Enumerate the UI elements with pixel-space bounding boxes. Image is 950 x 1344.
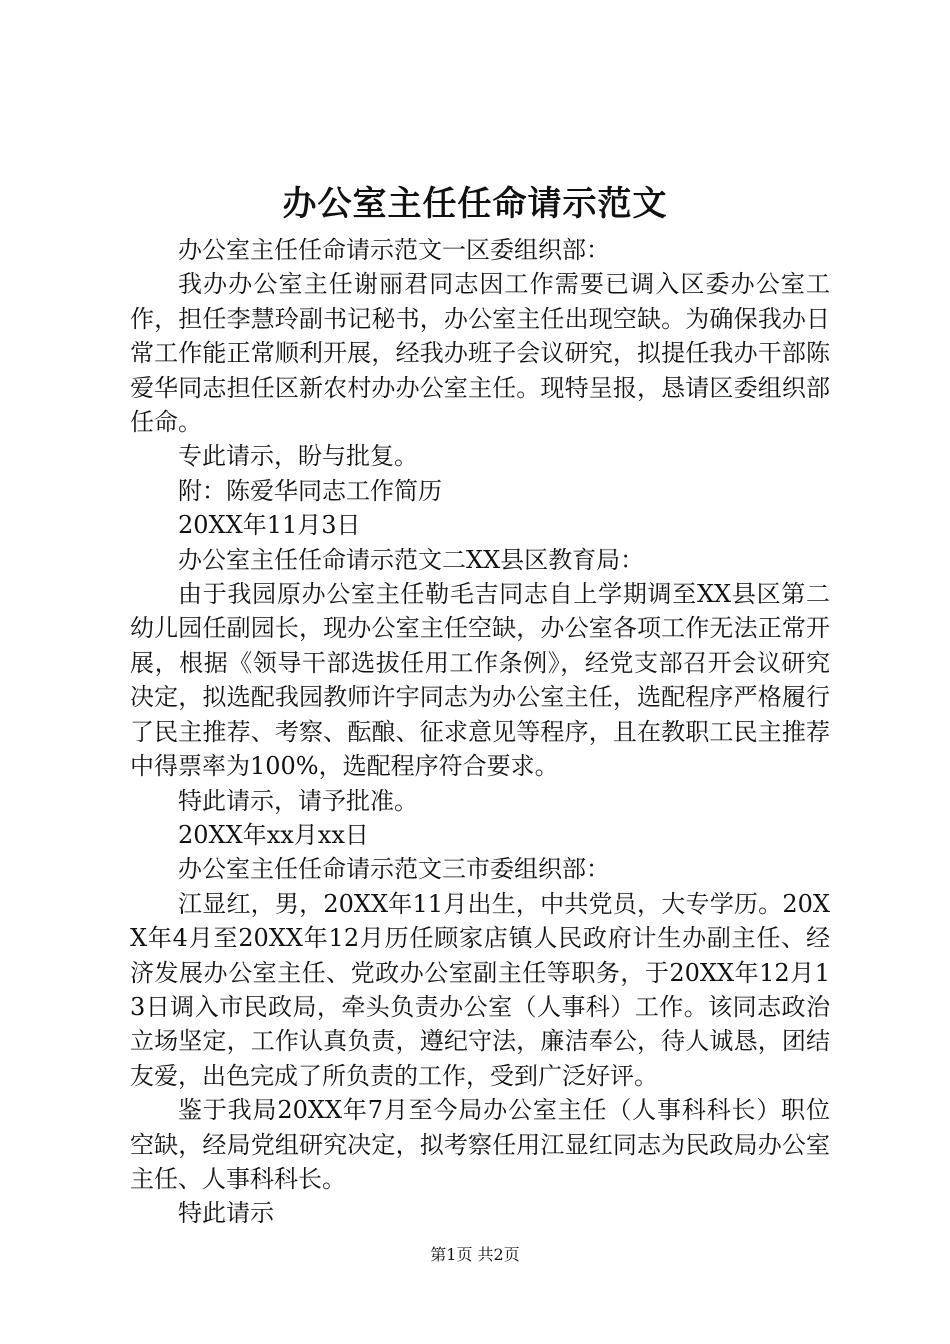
page-indicator: 第1页 共2页 <box>430 1245 520 1264</box>
paragraph-8: 特此请示，请予批准。 <box>178 786 418 815</box>
paragraph-9: 20XX年xx月xx日 <box>178 820 369 849</box>
paragraph-6: 办公室主任任命请示范文二XX县区教育局： <box>178 545 645 574</box>
paragraph-12: 鉴于我局20XX年7月至今局办公室主任（人事科科长）职位空缺，经局党组研究决定，拟考察任用江显红同志为民政局办公室主任、人事科科长。 <box>130 1096 830 1193</box>
paragraph-5: 20XX年11月3日 <box>178 511 361 540</box>
paragraph-7: 由于我园原办公室主任勒毛吉同志自上学期调至XX县区第二幼儿园任副园长，现办公室主任空缺，办公室各项工作无法正常开展，根据《领导干部选拔任用工作条例》，经党支部召开会议研究决定，拟选配我园教师许宇同志为办公室主任，选配程序严格履行了民主推荐、考察、酝酿、征求意见等程序，且在教职工民主推荐中得票率为100%，选配程序符合要求。 <box>130 580 830 781</box>
paragraph-10: 办公室主任任命请示范文三市委组织部： <box>178 855 610 884</box>
paragraph-2: 我办办公室主任谢丽君同志因工作需要已调入区委办公室工作，担任李慧玲副书记秘书，办公室主任出现空缺。为确保我办日常工作能正常顺利开展，经我办班子会议研究，拟提任我办干部陈爱华同志担任区新农村办办公室主任。现特呈报，恳请区委组织部任命。 <box>130 270 830 437</box>
paragraph-1: 办公室主任任命请示范文一区委组织部： <box>178 236 610 264</box>
paragraph-4: 附：陈爱华同志工作简历 <box>178 476 442 505</box>
paragraph-11: 江显红，男，20XX年11月出生，中共党员，大专学历。20XX年4月至20XX年12月历任顾家店镇人民政府计生办副主任、经济发展办公室主任、党政办公室副主任等职务，于20XX年12月13日调入市民政局，牵头负责办公室（人事科）工作。该同志政治立场坚定，工作认真负责，遵纪守法，廉洁奉公，待人诚恳，团结友爱，出色完成了所负责的工作，受到广泛好评。 <box>130 889 830 1090</box>
document-body <box>130 233 830 1231</box>
document-title: 办公室主任任命请示范文 <box>282 184 668 224</box>
paragraph-3: 专此请示，盼与批复。 <box>178 442 418 471</box>
paragraph-13: 特此请示 <box>178 1199 274 1228</box>
